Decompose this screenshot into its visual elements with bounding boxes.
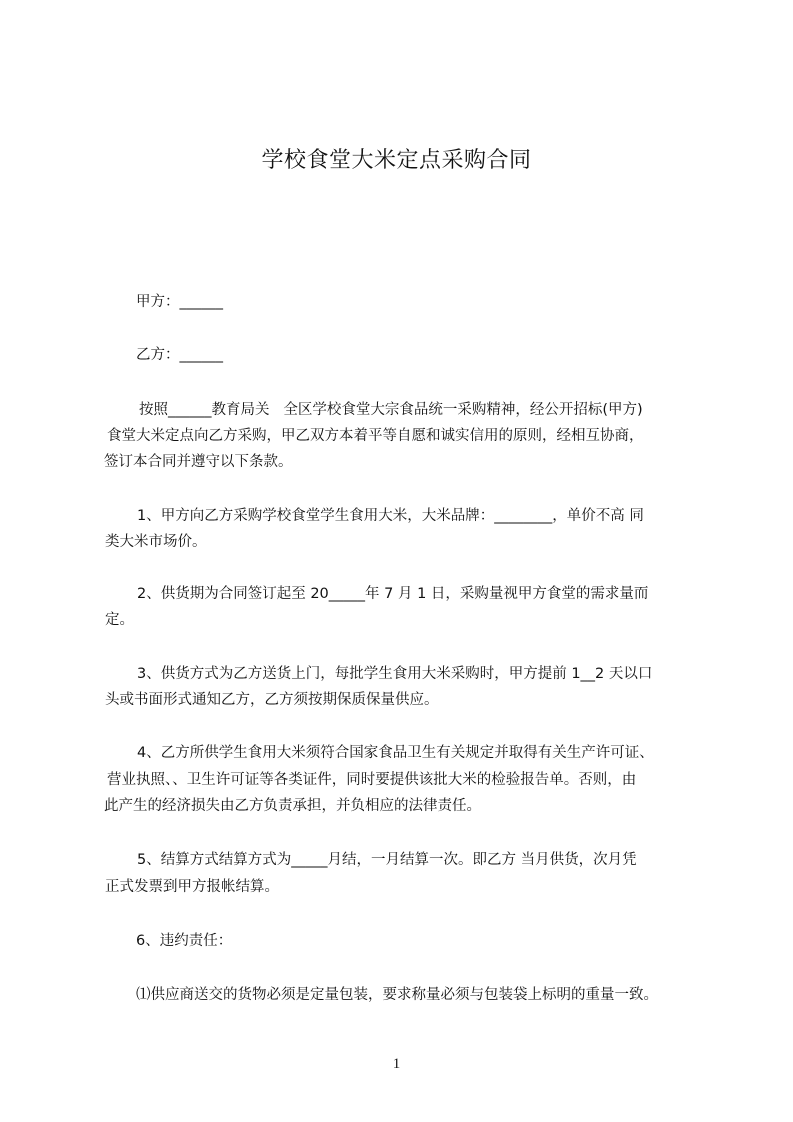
party-a-line: 甲方：______ <box>136 294 223 310</box>
clause-6-heading: 6、违约责任： <box>136 933 233 949</box>
clause-4-line-3: 此产生的经济损失由乙方负责承担，并负相应的法律责任。 <box>104 798 481 814</box>
party-b-line: 乙方：______ <box>136 347 223 363</box>
clause-3-line-2: 头或书面形式通知乙方，乙方须按期保质保量供应。 <box>105 692 439 708</box>
clause-1-line-1: 1、甲方向乙方采购学校食堂学生食用大米，大米品牌：________，单价不高 同 <box>137 508 644 524</box>
clause-1-line-2: 类大米市场价。 <box>105 534 207 550</box>
page-number: 1 <box>392 1056 401 1072</box>
clause-2-line-2: 定。 <box>105 612 134 628</box>
intro-line-2: 食堂大米定点向乙方采购，甲乙双方本着平等自愿和诚实信用的原则，经相互协商， <box>107 428 644 444</box>
clause-5-line-2: 正式发票到甲方报帐结算。 <box>105 879 279 895</box>
clause-5-line-1: 5、结算方式结算方式为_____月结，一月结算一次。即乙方 当月供货，次月凭 <box>137 852 637 868</box>
clause-6-item-1: ⑴供应商送交的货物必须是定量包装，要求称量必须与包装袋上标明的重量一致。 <box>136 987 658 1003</box>
clause-4-line-1: 4、乙方所供学生食用大米须符合国家食品卫生有关规定并取得有关生产许可证、 <box>137 745 654 761</box>
intro-line-3: 签订本合同并遵守以下条款。 <box>104 454 293 470</box>
clause-3-line-1: 3、供货方式为乙方送货上门，每批学生食用大米采购时，甲方提前 1__2 天以口 <box>137 666 653 682</box>
clause-4-line-2: 营业执照、、卫生许可证等各类证件，同时要提供该批大米的检验报告单。否则，由 <box>107 772 637 788</box>
intro-line-1: 按照______教育局关 全区学校食堂大宗食品统一采购精神，经公开招标(甲方) <box>139 402 643 418</box>
clause-2-line-1: 2、供货期为合同签订起至 20_____年 7 月 1 日，采购量视甲方食堂的需求量而 <box>137 586 649 602</box>
document-title: 学校食堂大米定点采购合同 <box>261 148 532 173</box>
